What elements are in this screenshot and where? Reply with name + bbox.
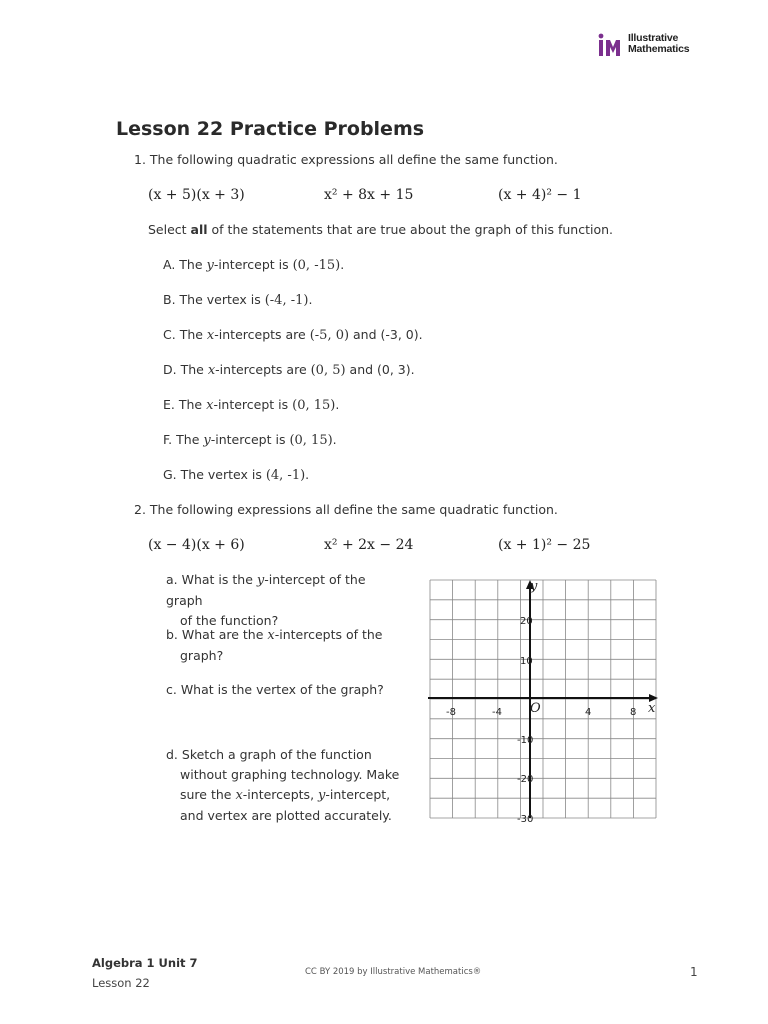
option-text: The [178,397,207,412]
q1-instruction-bold: all [190,222,208,237]
part-var: y [256,573,265,588]
option-var: y [206,258,214,273]
q2-part-d [166,745,406,826]
origin-label: O [530,701,541,716]
q1-option-c[interactable] [163,327,423,343]
q2-prompt: The following expressions all define the same quadratic function. [149,502,558,517]
part-text: a. What is the [166,572,257,587]
page-title: Lesson 22 Practice Problems [116,118,425,140]
q2-part-b-line1 [166,625,406,646]
option-text: The vertex is [180,467,266,482]
q2-part-a-line1 [166,570,406,611]
part-text: sure the [180,787,236,802]
part-text: -intercepts, [242,787,319,802]
option-text: -intercept is [213,397,293,412]
q1-option-e[interactable] [163,397,339,413]
option-text: The [179,257,207,272]
part-text: -intercept, [325,787,391,802]
option-letter: A. [163,257,176,272]
option-text: The [180,362,208,377]
footer-lesson: Lesson 22 [92,976,150,990]
im-logo-mark-icon [598,33,624,57]
option-math: (-4, -1) [264,293,309,308]
option-text: -intercepts are [214,327,310,342]
option-letter: F. [163,432,173,447]
q1-instruction-post: of the statements that are true about the graph of this function. [207,222,613,237]
q1-prompt: The following quadratic expressions all define the same function. [149,152,558,167]
q1-option-d[interactable] [163,362,415,378]
q2-expression-2: x² + 2x − 24 [324,537,414,553]
option-letter: B. [163,292,176,307]
option-text: . [332,432,337,447]
q1-expression-2: x² + 8x + 15 [324,187,414,203]
option-text: -intercepts are [215,362,311,377]
y-axis-label: y [530,579,538,594]
option-var: x [207,363,216,378]
option-text: . [340,257,345,272]
footer-unit: Algebra 1 Unit 7 [92,956,198,970]
q2-part-d-line4: and vertex are plotted accurately. [180,808,392,823]
q2-part-b-line2: graph? [180,648,224,663]
part-var: x [235,788,243,803]
q1-option-g[interactable] [163,467,309,483]
x-tick-label: 8 [630,707,637,718]
q2-part-c-line1: c. What is the vertex of the graph? [166,682,384,697]
option-math: (0, -15) [292,258,341,273]
option-math: (0, 15) [289,433,333,448]
q2-part-a-line2: of the function? [180,613,279,628]
q2-part-d-line2: without graphing technology. Make [180,767,400,782]
q1-option-f[interactable] [163,432,337,448]
blank-coordinate-grid[interactable] [420,572,665,827]
option-var: y [203,433,211,448]
q1-number: 1. [134,152,146,167]
q2-expression-3: (x + 1)² − 25 [498,537,591,553]
option-text: . [305,467,310,482]
option-text: The [179,327,207,342]
option-text: . [308,292,313,307]
q1-instruction-pre: Select [148,222,191,237]
y-tick-label: -10 [517,735,534,746]
illustrative-mathematics-logo [598,32,708,58]
q1-option-a[interactable] [163,257,344,273]
q1-prompt-line [134,152,558,167]
option-math: (-5, 0) [309,328,350,343]
option-math: (0, 15) [292,398,336,413]
option-text: and (0, 3). [345,362,415,377]
q2-part-d-line3 [166,785,406,806]
option-text: The vertex is [179,292,265,307]
option-letter: D. [163,362,177,377]
q1-option-b[interactable] [163,292,312,308]
y-tick-label: -20 [517,774,534,785]
q2-number: 2. [134,502,146,517]
option-text: The [176,432,204,447]
x-axis-label: x [648,701,656,716]
x-tick-label: -4 [492,707,502,718]
logo-text [628,33,689,55]
part-text: b. What are the [166,627,268,642]
q1-expression-3: (x + 4)² − 1 [498,187,582,203]
x-tick-label: 4 [585,707,592,718]
option-text: and (-3, 0). [349,327,423,342]
part-text: -intercept of the graph [166,572,366,608]
part-text: -intercepts of the [274,627,383,642]
option-math: (4, -1) [265,468,306,483]
part-var: y [318,788,326,803]
option-math: (0, 5) [310,363,346,378]
option-letter: C. [163,327,176,342]
footer-copyright: CC BY 2019 by Illustrative Mathematics® [305,967,482,977]
part-var: x [267,628,275,643]
option-var: x [206,398,214,413]
option-text: . [335,397,340,412]
option-var: x [206,328,215,343]
q2-part-b [166,625,406,666]
option-text: -intercept is [210,432,290,447]
logo-line2: Mathematics [628,43,690,55]
option-text: -intercept is [213,257,293,272]
page-number: 1 [690,965,698,979]
q2-prompt-line [134,502,558,517]
logo-line1: Illustrative [628,32,679,44]
option-letter: E. [163,397,175,412]
q2-part-c [166,680,406,700]
q1-instruction [148,222,613,237]
q2-expression-1: (x − 4)(x + 6) [148,537,245,553]
q1-expression-1: (x + 5)(x + 3) [148,187,245,203]
y-tick-label: -30 [517,814,534,825]
q2-part-d-line1: d. Sketch a graph of the function [166,747,372,762]
y-tick-label: 20 [520,616,533,627]
option-letter: G. [163,467,177,482]
x-tick-label: -8 [446,707,456,718]
q2-part-a [166,570,406,631]
y-tick-label: 10 [520,656,533,667]
